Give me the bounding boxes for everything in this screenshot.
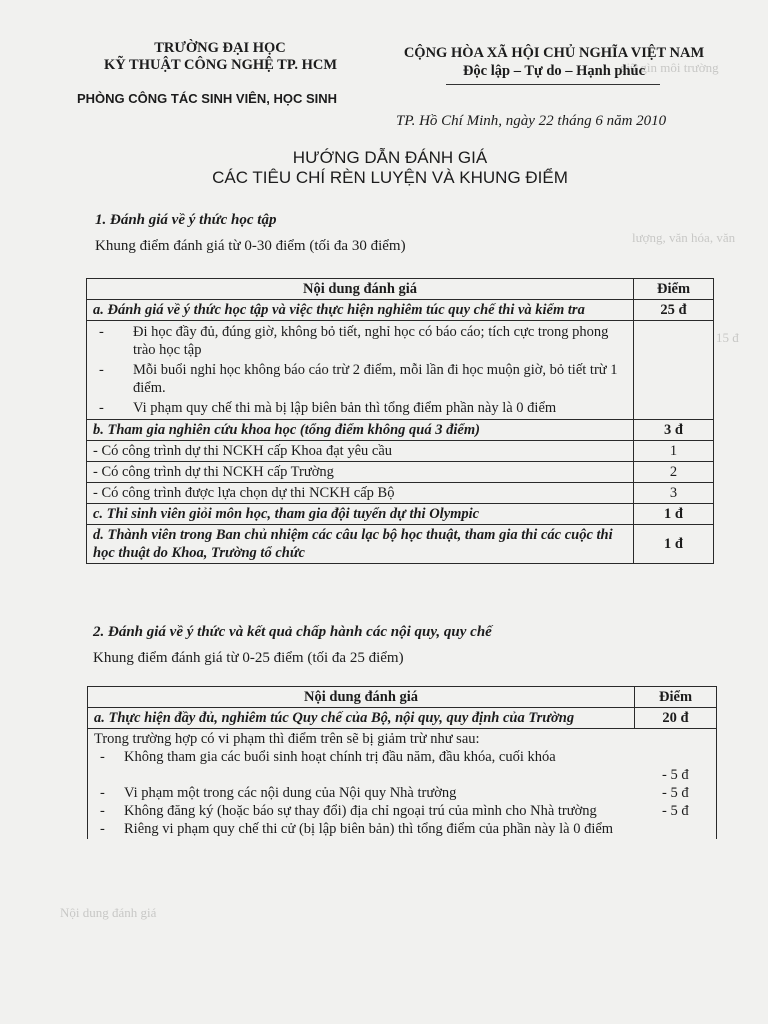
criterion-b-title: b. Tham gia nghiên cứu khoa học (tổng điểm không quá 3 điểm) (87, 420, 634, 441)
criterion-a-details (87, 321, 634, 420)
document-title-line1: HƯỚNG DẪN ĐÁNH GIÁ (292, 148, 488, 167)
show-through-text: giữ gìn môi trường (620, 60, 719, 75)
criterion-a-points: 25 đ (634, 300, 714, 321)
criterion-c-title: c. Thi sinh viên giỏi môn học, tham gia đội tuyển dự thi Olympic (87, 504, 634, 525)
column-header-content: Nội dung đánh giá (87, 279, 634, 300)
column-header-points: Điểm (634, 279, 714, 300)
national-motto: Độc lập – Tự do – Hạnh phúc (462, 63, 646, 79)
table-header-row (87, 279, 714, 300)
table-header-row (88, 687, 717, 708)
list-item: - Mỗi buổi nghỉ học không báo cáo trừ 2 điểm, mỗi lần đi học muộn giờ, bỏ tiết trừ 1 điểm. (99, 362, 618, 396)
deduction-block (88, 729, 717, 840)
section1-table (86, 278, 714, 564)
table-row (88, 708, 717, 729)
list-item: - Đi học đầy đủ, đúng giờ, không bỏ tiết, nghỉ học có báo cáo; tích cực trong phong trào học tập (99, 324, 609, 358)
department-name: PHÒNG CÔNG TÁC SINH VIÊN, HỌC SINH (77, 91, 338, 106)
criterion-b-points: 3 đ (634, 420, 714, 441)
list-item: - Vi phạm một trong các nội dung của Nội quy Nhà trường (100, 785, 457, 801)
document-date: TP. Hồ Chí Minh, ngày 22 tháng 6 năm 2010 (396, 113, 667, 129)
table-row: - Có công trình được lựa chọn dự thi NCKH cấp Bộ 3 (87, 483, 714, 504)
show-through-text: 15 đ (716, 330, 739, 345)
criterion-d-points: 1 đ (634, 525, 714, 564)
criterion-a-points: 20 đ (635, 708, 717, 729)
list-item: - Riêng vi phạm quy chế thi cử (bị lập biên bản) thì tổng điểm của phần này là 0 điểm (100, 821, 614, 837)
section2-table (87, 686, 717, 839)
table-row (87, 321, 714, 420)
show-through-text: Nội dung đánh giá (60, 905, 157, 920)
university-name-line1: TRƯỜNG ĐẠI HỌC (154, 40, 286, 56)
deduction-intro: Trong trường hợp có vi phạm thì điểm trên sẽ bị giảm trừ như sau: (94, 731, 480, 747)
table-row (88, 729, 717, 840)
table-row (87, 420, 714, 441)
table-row: - Có công trình dự thi NCKH cấp Trường 2 (87, 462, 714, 483)
deduction-points: - 5 đ (662, 785, 689, 801)
criterion-c-points: 1 đ (634, 504, 714, 525)
document-title-line2: CÁC TIÊU CHÍ RÈN LUYỆN VÀ KHUNG ĐIỂM (212, 168, 568, 187)
section1-heading: 1. Đánh giá về ý thức học tập (95, 212, 277, 228)
table-row (87, 525, 714, 564)
list-item: - Vi phạm quy chế thi mà bị lập biên bản thì tổng điểm phần này là 0 điểm (99, 400, 557, 416)
deduction-points (648, 820, 710, 838)
section2-range: Khung điểm đánh giá từ 0-25 điểm (tối đa 25 điểm) (93, 650, 404, 666)
criterion-a-title: a. Thực hiện đầy đủ, nghiêm túc Quy chế của Bộ, nội quy, quy định của Trường (88, 708, 635, 729)
column-header-content: Nội dung đánh giá (88, 687, 635, 708)
list-item: - Không đăng ký (hoặc báo sự thay đổi) địa chỉ ngoại trú của mình cho Nhà trường (100, 803, 597, 819)
column-header-points: Điểm (635, 687, 717, 708)
deduction-points: - 5 đ (662, 803, 689, 819)
table-row (87, 300, 714, 321)
section2-heading: 2. Đánh giá về ý thức và kết quả chấp hành các nội quy, quy chế (93, 624, 492, 640)
deduction-list (94, 748, 710, 838)
motto-underline (446, 84, 660, 85)
deduction-points: - 5 đ (662, 767, 689, 783)
criterion-a-title: a. Đánh giá về ý thức học tập và việc thực hiện nghiêm túc quy chế thi và kiểm tra (87, 300, 634, 321)
table-row (87, 504, 714, 525)
university-name-line2: KỸ THUẬT CÔNG NGHỆ TP. HCM (103, 57, 338, 73)
table-row: - Có công trình dự thi NCKH cấp Khoa đạt yêu cầu 1 (87, 441, 714, 462)
show-through-text: lượng, văn hóa, văn (632, 230, 736, 245)
section1-range: Khung điểm đánh giá từ 0-30 điểm (tối đa 30 điểm) (95, 238, 406, 254)
criterion-d-title: d. Thành viên trong Ban chủ nhiệm các câu lạc bộ học thuật, tham gia thi các cuộc thi học thuật do Khoa, Trường tổ chức (87, 525, 634, 564)
list-item: - Không tham gia các buổi sinh hoạt chính trị đầu năm, đầu khóa, cuối khóa (100, 749, 556, 765)
national-title: CỘNG HÒA XÃ HỘI CHỦ NGHĨA VIỆT NAM (403, 45, 705, 61)
